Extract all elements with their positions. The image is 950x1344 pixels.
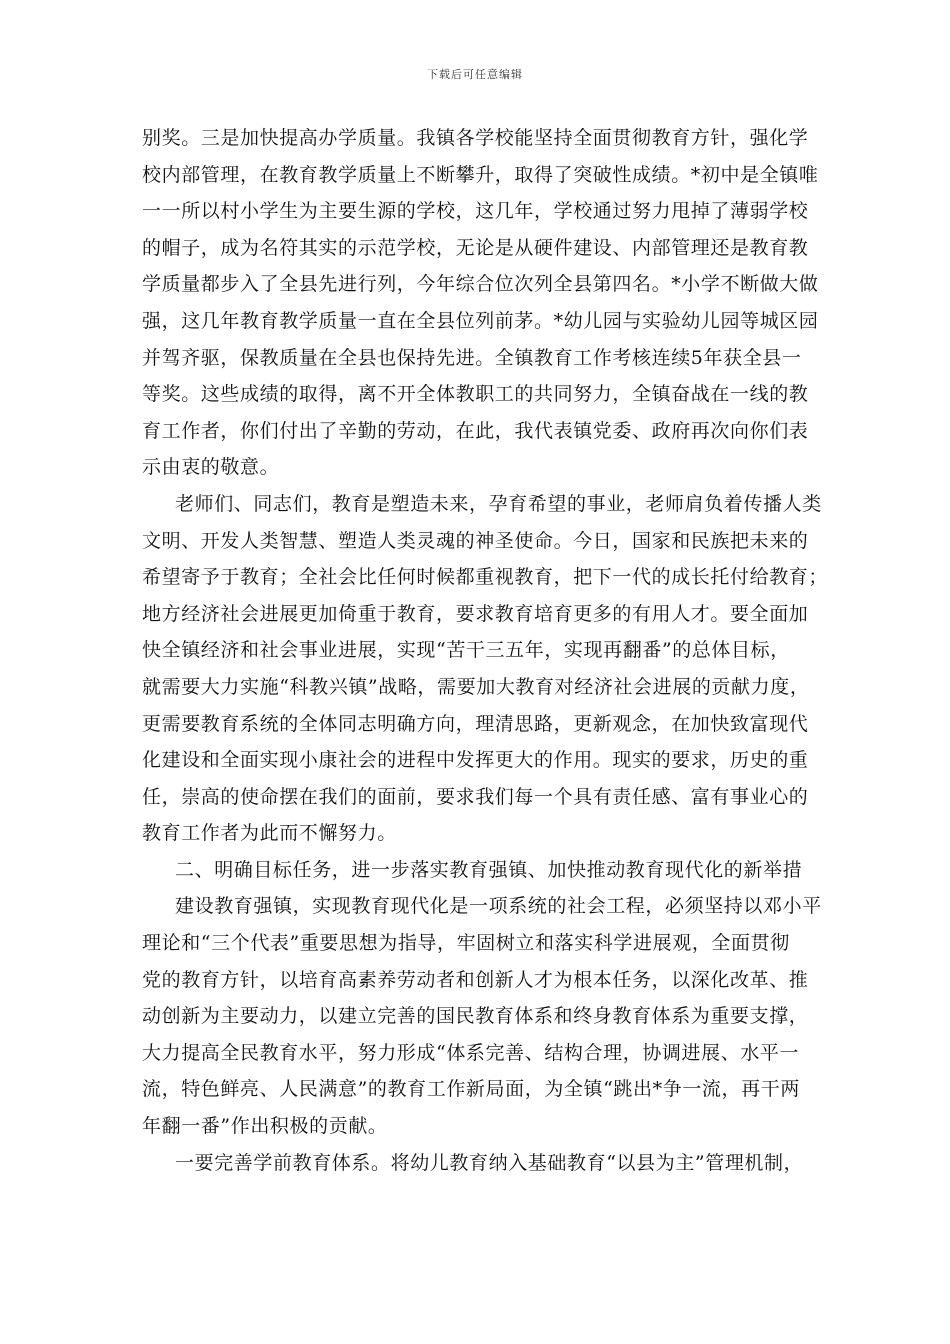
text-line: 任，崇高的使命摆在我们的面前，要求我们每一个具有责任感、富有事业心的 xyxy=(142,785,809,808)
text-line: 流，特色鲜亮、人民满意”的教育工作新局面，为全镇“跳出*争一流，再干两 xyxy=(142,1078,800,1101)
text-line: 老师们、同志们，教育是塑造未来，孕育希望的事业，老师肩负着传播人类 xyxy=(175,492,822,515)
text-line: 希望寄予于教育；全社会比任何时候都重视教育，把下一代的成长托付给教育； xyxy=(142,566,829,589)
text-line: 等奖。这些成绩的取得，离不开全体教职工的共同努力，全镇奋战在一线的教 xyxy=(142,383,809,406)
text-line: 理论和“三个代表”重要思想为指导，牢固树立和落实科学进展观，全面贯彻 xyxy=(142,932,790,955)
paragraph xyxy=(142,852,808,889)
paragraph xyxy=(142,486,829,852)
text-line: 更需要教育系统的全体同志明确方向，理清思路，更新观念，在加快致富现代 xyxy=(142,712,809,735)
text-line: 示由衷的敬意。 xyxy=(142,456,280,479)
text-line: 教育工作者为此而不懈努力。 xyxy=(142,822,397,845)
text-line: 校内部管理，在教育教学质量上不断攀升，取得了突破性成绩。*初中是全镇唯 xyxy=(142,163,819,186)
text-line: 化建设和全面实现小康社会的进程中发挥更大的作用。现实的要求，历史的重 xyxy=(142,749,809,772)
paragraph xyxy=(142,120,819,486)
text-line: 大力提高全民教育水平，努力形成“体系完善、结构合理，协调进展、水平一 xyxy=(142,1041,800,1064)
text-line: 快全镇经济和社会事业进展，实现“苦干三五年，实现再翻番”的总体目标， xyxy=(142,639,790,662)
text-line: 别奖。三是加快提高办学质量。我镇各学校能坚持全面贯彻教育方针，强化学 xyxy=(142,127,809,149)
text-line: 动创新为主要动力，以建立完善的国民教育体系和终身教育体系为重要支撑， xyxy=(142,1005,809,1028)
text-line: 文明、开发人类智慧、塑造人类灵魂的神圣使命。今日，国家和民族把未来的 xyxy=(142,529,809,552)
text-line: 党的教育方针，以培育高素养劳动者和创新人才为根本任务，以深化改革、推 xyxy=(142,968,809,991)
text-line: 一一所以村小学生为主要生源的学校，这几年，学校通过努力甩掉了薄弱学校 xyxy=(142,200,809,223)
text-line: 的帽子，成为名符其实的示范学校，无论是从硬件建设、内部管理还是教育教 xyxy=(142,236,809,259)
document-body xyxy=(142,120,829,1181)
page-header: 下载后可任意编辑 xyxy=(427,68,523,81)
text-line: 学质量都步入了全县先进行列，今年综合位次列全县第四名。*小学不断做大做 xyxy=(142,273,819,296)
text-line: 建设教育强镇，实现教育现代化是一项系统的社会工程，必须坚持以邓小平 xyxy=(175,895,822,918)
text-line: 年翻一番”作出积极的贡献。 xyxy=(142,1115,388,1138)
text-line: 一要完善学前教育体系。将幼儿教育纳入基础教育“以县为主”管理机制， xyxy=(175,1151,804,1174)
paragraph xyxy=(142,888,822,1144)
text-line: 二、明确目标任务，进一步落实教育强镇、加快推动教育现代化的新举措 xyxy=(175,858,803,881)
text-line: 地方经济社会进展更加倚重于教育，要求教育培育更多的有用人才。要全面加 xyxy=(142,602,809,625)
text-line: 并驾齐驱，保教质量在全县也保持先进。全镇教育工作考核连续5年获全县一 xyxy=(142,346,802,369)
text-line: 强，这几年教育教学质量一直在全县位列前茅。*幼儿园与实验幼儿园等城区园 xyxy=(142,309,819,332)
paragraph xyxy=(142,1145,808,1182)
text-line: 就需要大力实施“科教兴镇”战略，需要加大教育对经济社会进展的贡献力度， xyxy=(142,675,810,698)
text-line: 育工作者，你们付出了辛勤的劳动，在此，我代表镇党委、政府再次向你们表 xyxy=(142,419,809,442)
